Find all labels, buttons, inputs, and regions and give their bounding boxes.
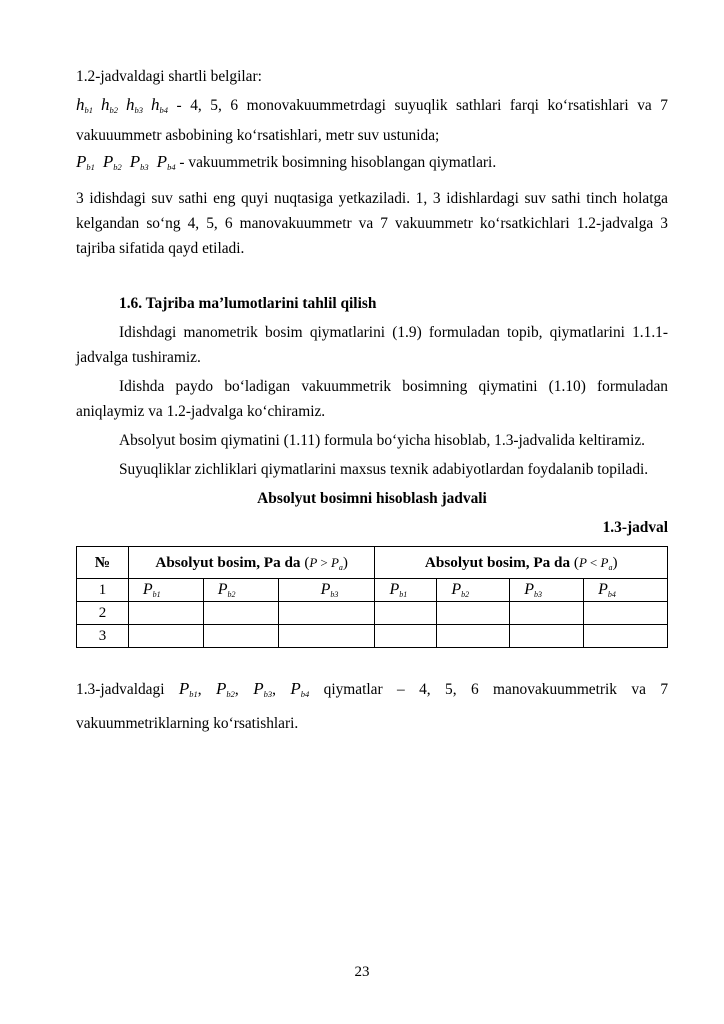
table-cell xyxy=(278,602,375,625)
table-cell xyxy=(375,579,437,602)
table-cell xyxy=(510,602,584,625)
column-group-header: Absolyut bosim, Pa da $(P < P_a)$ xyxy=(375,547,668,579)
p-symbol: $P_{b2}$ xyxy=(216,679,235,699)
section-paragraph: Absolyut bosim qiymatini (1.11) formula bo‘yicha hisoblab, 1.3-jadvalida keltiramiz. xyxy=(119,432,646,449)
p-symbol: $P_{b3}$ xyxy=(524,581,543,599)
p-symbol: $P_{b4}$ xyxy=(290,679,310,699)
table-cell xyxy=(128,579,203,602)
table-cell xyxy=(128,602,203,625)
p-symbol: $P_{b2}$ xyxy=(451,581,470,599)
legend-title: 1.2-jadvaldagi shartli belgilar: xyxy=(76,68,262,85)
p-symbol: $P_{b4}$ xyxy=(156,152,176,172)
p-symbol: $P_{b2}$ xyxy=(217,581,236,599)
row-number: 3 xyxy=(77,625,129,648)
table-cell xyxy=(375,625,437,648)
section-paragraph: Idishda paydo bo‘ladigan vakuummetrik bosimning qiymatini (1.10) formuladan aniqlaymiz va 1.2-jadvalga ko‘chiramiz. xyxy=(76,378,668,420)
table-cell xyxy=(437,602,510,625)
p-symbol: $P_{b3}$ xyxy=(253,679,273,699)
p-symbol: $P_{b2}$ xyxy=(102,152,122,172)
section-paragraph: Idishdagi manometrik bosim qiymatlarini (1.9) formuladan topib, qiymatlarini 1.1.1-jadvalga tushiramiz. xyxy=(76,324,668,366)
p-symbol: $P_{b1}$ xyxy=(142,581,161,599)
column-group-header: Absolyut bosim, Pa da $(P > P_a)$ xyxy=(128,547,375,579)
table-cell xyxy=(278,579,375,602)
legend-h-line xyxy=(76,92,668,148)
table-label: 1.3-jadval xyxy=(602,519,668,536)
table-cell xyxy=(203,602,278,625)
h-symbol: $h_{b2}$ xyxy=(101,95,118,115)
table-row xyxy=(77,602,668,625)
table-cell xyxy=(278,625,375,648)
row-number: 2 xyxy=(77,602,129,625)
table-cell xyxy=(128,625,203,648)
closing-paragraph: 1.3-jadvaldagi $P_{b1}$, $P_{b2}$, $P_{b3}$, $P_{b4}$ qiymatlar – 4, 5, 6 manovakuummetrik va 7 vakuummetriklarning ko‘rsatishlari. xyxy=(76,679,669,732)
paragraph-water-level: 3 idishdagi suv sathi eng quyi nuqtasiga yetkaziladi. 1, 3 idishlardagi suv sathi tinch holatga kelgandan so‘ng 4, 5, 6 manovakuummetr va 7 vakuummetr ko‘rsatkichlari 1.2-jadvalga 3 tajriba sifatida qayd etiladi. xyxy=(76,190,668,257)
table-header-row xyxy=(77,547,668,579)
page-body xyxy=(76,64,668,738)
table-cell xyxy=(510,625,584,648)
p-symbol: $P_{b3}$ xyxy=(129,152,149,172)
legend-p-description: - vakuummetrik bosimning hisoblangan qiymatlari. xyxy=(179,154,497,171)
row-number: 1 xyxy=(77,579,129,602)
h-symbol: $h_{b3}$ xyxy=(126,95,143,115)
section-heading: 1.6. Tajriba ma’lumotlarini tahlil qilish xyxy=(119,295,377,312)
p-symbol: $P_{b1}$ xyxy=(389,581,408,599)
legend-h-description: - 4, 5, 6 monovakuummetrdagi suyuqlik sathlari farqi ko‘rsatishlari va 7 vakuuummetr asbobining ko‘rsatishlari, metr suv ustunida; xyxy=(76,97,668,144)
p-symbol: $P_{b1}$ xyxy=(178,679,198,699)
legend-p-line xyxy=(76,149,668,180)
table-cell xyxy=(375,602,437,625)
p-symbol: $P_{b1}$ xyxy=(76,152,95,172)
p-symbol: $P_{b4}$ xyxy=(598,581,616,599)
page-number: 23 xyxy=(354,964,370,980)
p-symbol: $P_{b3}$ xyxy=(320,581,339,599)
table-cell xyxy=(584,602,668,625)
table-row xyxy=(77,625,668,648)
h-symbol: $h_{b1}$ xyxy=(76,95,93,115)
table-row xyxy=(77,579,668,602)
absolute-pressure-table xyxy=(76,546,668,648)
table-cell xyxy=(510,579,584,602)
table-cell xyxy=(203,579,278,602)
table-cell xyxy=(437,579,510,602)
column-header-number: № xyxy=(77,547,129,579)
table-cell xyxy=(203,625,278,648)
section-paragraph: Suyuqliklar zichliklari qiymatlarini maxsus texnik adabiyotlardan foydalanib topiladi. xyxy=(119,461,649,478)
table-cell xyxy=(584,625,668,648)
h-symbol: $h_{b4}$ xyxy=(151,95,168,115)
table-caption: Absolyut bosimni hisoblash jadvali xyxy=(257,490,487,507)
table-cell xyxy=(584,579,668,602)
table-cell xyxy=(437,625,510,648)
